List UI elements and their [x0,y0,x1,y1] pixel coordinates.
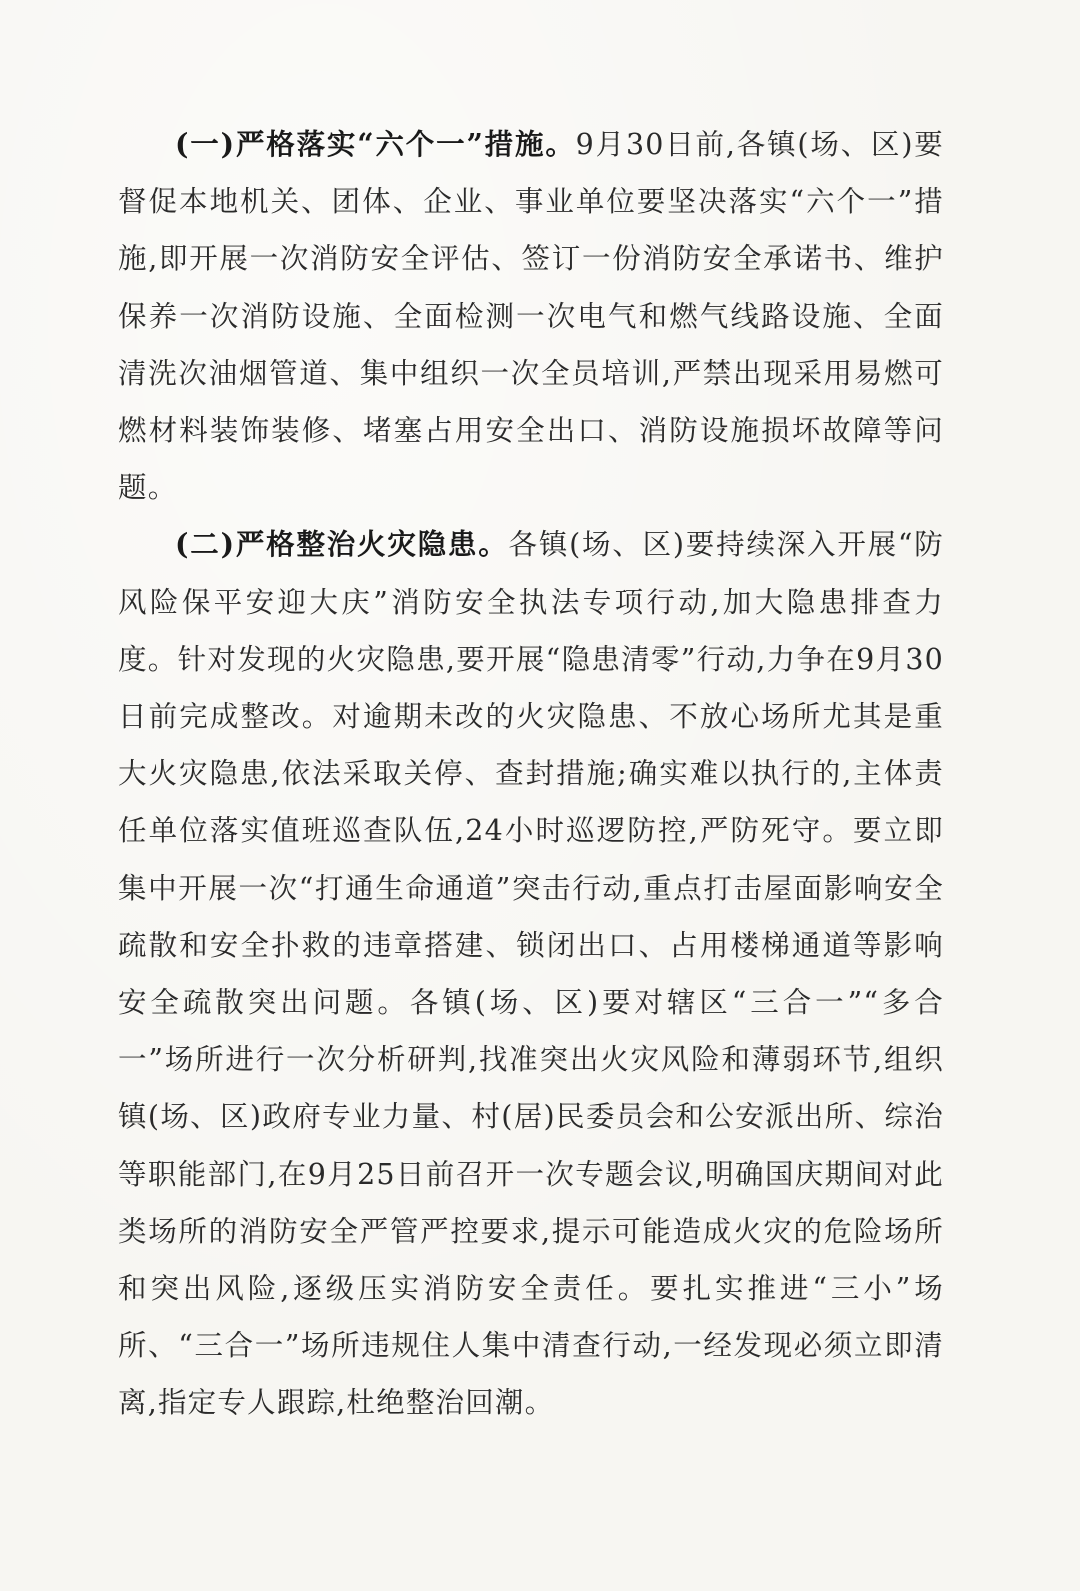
paragraph-2-text: 各镇(场、区)要持续深入开展“防风险保平安迎大庆”消防安全执法专项行动,加大隐患排查力度。针对发现的火灾隐患,要开展“隐患清零”行动,力争在9月30日前完成整改。对逾期未改的火灾隐患、不放心场所尤其是重大火灾隐患,依法采取关停、查封措施;确实难以执行的,主体责任单位落实值班巡查队伍,24小时巡逻防控,严防死守。要立即集中开展一次“打通生命通道”突击行动,重点打击屋面影响安全疏散和安全扑救的违章搭建、锁闭出口、占用楼梯通道等影响安全疏散突出问题。各镇(场、区)要对辖区“三合一”“多合一”场所进行一次分析研判,找准突出火灾风险和薄弱环节,组织镇(场、区)政府专业力量、村(居)民委员会和公安派出所、综治等职能部门,在9月25日前召开一次专题会议,明确国庆期间对此类场所的消防安全严管严控要求,提示可能造成火灾的危险场所和突出风险,逐级压实消防安全责任。要扎实推进“三小”场所、“三合一”场所违规住人集中清查行动,一经发现必须立即清离,指定专人跟踪,杜绝整治回潮。 [118,528,944,1420]
paragraph-1-text: 9月30日前,各镇(场、区)要督促本地机关、团体、企业、事业单位要坚决落实“六个一”措施,即开展一次消防安全评估、签订一份消防安全承诺书、维护保养一次消防设施、全面检测一次电气和燃气线路设施、全面清洗次油烟管道、集中组织一次全员培训,严禁出现采用易燃可燃材料装饰装修、堵塞占用安全出口、消防设施损坏故障等问题。 [118,128,944,505]
document-body [118,116,944,1432]
paragraph-1 [118,116,944,516]
paragraph-2-heading: (二)严格整治火灾隐患。 [175,527,509,562]
paragraph-1-heading: (一)严格落实“六个一”措施。 [175,127,576,161]
paragraph-2 [118,516,944,1431]
